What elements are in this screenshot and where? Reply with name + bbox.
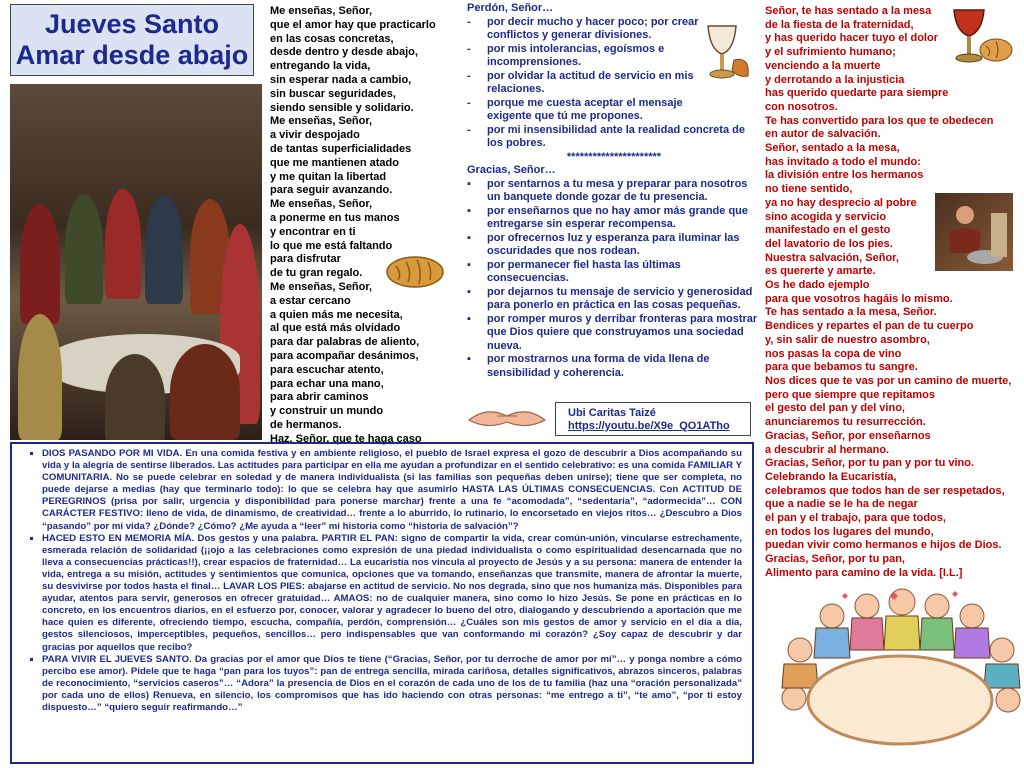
reflection-list <box>18 448 742 714</box>
gracias-item: ▪ por permanecer fiel hasta las últimas consecuencias. <box>467 258 681 284</box>
prayer-text: Señor, te has sentado a la mesa de la fiesta de la fraternidad, y has querido hacer tuyo el dolor y el sufrimiento humano; venciendo a la muerte y derrotando a la injusticia has querido quedarte para siempre con nosotros. Te has convertido para los que te obedecen en autor de salvación. Señor, sentado a la mesa, has invitado a todo el mundo: la división entre los hermanos no tiene sentido, ya no hay desprecio al pobre sino acogida y servicio manifestado en el gesto del lavatorio de los pies. Nuestra salvación, Señor, es quererte y amarte. Os he dado ejemplo para que vosotros hagáis lo mismo. Te has sentado a la mesa, Señor. Bendices y repartes el pan de tu cuerpo y, sin salir de nuestro asombro, nos pasas la copa de vino para que bebamos tu sangre. Nos dices que te vas por un camino de muerte, pero que siempre que repitamos el gesto del pan y del vino, anunciaremos tu resurrección. Gracias, Señor, por enseñarnos a descubrir al hermano. Gracias, Señor, por tu pan y por tu vino. Celebrando la Eucaristía, celebramos que todos han de ser respetados, que a nadie se le ha de negar el pan y el trabajo, para que todos, en todos los lugares del mundo, puedan vivir como hermanos e hijos de Dios. Gracias, Señor, por tu pan, Alimento para camino de la vida. [I.L.] <box>765 5 1012 579</box>
chalice-icon <box>700 20 756 86</box>
cup-and-bread-icon <box>950 4 1014 68</box>
ubi-caritas-label: Ubi Caritas Taizé <box>568 407 656 419</box>
reflection-item: ▪ HACED ESTO EN MEMORIA MÍA. Dos gestos y una palabra. PARTIR EL PAN: signo de compartir la vida, crear común-unión, vincularse estrechamente, esmerada relación de solidaridad (¡¡ojo a las celebraciones como expresión de una piedad individualista o como espiritualidad desencarnada que no lleva a consecuencias prácticas!!), crear espacios de fraternidad… La eucaristía nos vincula al proyecto de Jesús y a su persona: manera de entender la vida, entrega a su misión, actitudes y sentimientos que comunica, opciones que va tomando, enseñanzas que transmite, manera de afrontar la muerte, su desvivirse por todos hasta el final… LAVAR LOS PIES: abajarse en actitud de servicio. No nos degrada, sino que nos humaniza más. Disponibles para ayudar, atentos para servir, generosos en ofrecer gratuidad… AMAOS: no de cualquier manera, sino como lo hizo Jesús. Se pone en prácticas en lo concreto, en los encuentros diarios, en el esfuerzo por, conocer, valorar y agradecer lo bueno del otro, dialogando y descubriendo a aportación que me hace quien es diferente, ofreciendo tiempo, escucha, compañía, perdón, comprensión… ¿Cuáles son mis gestos de amor y servicio en el día a día, gestos silenciosos, imperceptibles, pequeños, sencillos… pero indispensables que van conformando mi corazón? ¿Soy capaz de descubrir y dar gracias por aquellos que recibo? <box>42 533 742 654</box>
last-supper-cartoon <box>772 588 1022 766</box>
gracias-list <box>467 178 761 381</box>
gracias-item: ▪ por romper muros y derribar fronteras para mostrar que Dios quiere que construyamos una sociedad nueva. <box>467 312 758 352</box>
foot-washing-image <box>935 193 1013 271</box>
bread-icon <box>384 248 446 292</box>
handshake-icon <box>467 400 547 434</box>
gracias-item: ▪ por mostrarnos una forma de vida llena de sensibilidad y coherencia. <box>467 353 710 379</box>
ubi-caritas-box <box>555 402 751 436</box>
reflection-item: ▪ PARA VIVIR EL JUEVES SANTO. Da gracias por el amor que Dios te tiene (“Gracias, Señor, por tu derroche de amor por mí”… y ponga nombre a cómo percibo ese amor). Pídele que te haga “pan para los tuyos”: pan de entrega sencilla, mirada cariñosa, detalles significativos, abrazos sinceros, palabras de reconocimiento, “servicios caseros”… “Adora” la presencia de Dios en el corazón de cada uno de los de tu familia (haz una “oración personalizada” por cada uno de ellos) Renueva, en silencio, los compromisos que has ido haciendo con otras personas: “me entrego a ti”, “te amo”, “por ti estoy dispuesto…” “quiero seguir reafirmando…” <box>42 654 742 714</box>
page-title-line2: Amar desde abajo <box>15 40 249 70</box>
last-supper-painting <box>10 84 262 440</box>
gracias-item: ▪ por dejarnos tu mensaje de servicio y generosidad para ponerlo en práctica en las cosas pequeñas. <box>467 285 753 311</box>
gracias-heading: Gracias, Señor… <box>467 164 556 176</box>
perdon-heading: Perdón, Señor… <box>467 2 554 14</box>
perdon-item: - por decir mucho y hacer poco; por crear conflictos y generar divisiones. <box>467 15 699 41</box>
title-box <box>10 4 254 76</box>
reflection-box <box>10 442 754 764</box>
perdon-item: - por mis intolerancias, egoísmos e incomprensiones. <box>467 42 665 68</box>
gracias-item: ▪ por ofrecernos luz y esperanza para iluminar las oscuridades que nos rodean. <box>467 231 740 257</box>
perdon-item: - porque me cuesta aceptar el mensaje exigente que tú me propones. <box>467 96 683 122</box>
perdon-item: - por mi insensibilidad ante la realidad concreta de los pobres. <box>467 123 745 149</box>
gracias-item: ▪ por enseñarnos que no hay amor más grande que entregarse sin esperar recompensa. <box>467 204 749 230</box>
poem-text: Me enseñas, Señor, que el amor hay que practicarlo en las cosas concretas, desde dentro y desde abajo, entregando la vida, sin esperar nada a cambio, sin buscar seguridades, siendo sensible y solidario. Me enseñas, Señor, a vivir despojado de tantas superficialidades que me mantienen atado y me quitan la libertad para seguir avanzando. Me enseñas, Señor, a ponerme en tus manos y encontrar en ti lo que me está faltando para disfrutar de tu gran regalo. Me enseñas, Señor, a estar cercano a quien más me necesita, al que está más olvidado para dar palabras de aliento, para acompañar desánimos, para escuchar atento, para echar una mano, para abrir caminos y construir un mundo de hermanos. Haz, Señor, que te haga caso <box>270 5 436 445</box>
page-title-line1: Jueves Santo <box>44 9 220 39</box>
separator: ********************** <box>566 150 662 163</box>
reflection-item: ▪ DIOS PASANDO POR MI VIDA. En una comida festiva y en ambiente religioso, el pueblo de Israel expresa el gozo de descubrir a Dios acompañando su vida y la alegría de sentirse liberados. Las actitudes para participar en ella me ayudan a profundizar en el sentido celebrativo: es una comida FAMILIAR Y COMUNITARIA. No se puede celebrar en soledad y de manera individualista (si las familias son pequeñas deben unirse); tiene que ser completa, no puede dejarse a medias (hay que terminarlo todo): lo que se celebra hay que asumirlo HASTA LAS ÚLTIMAS CONSECUENCIAS. Con ACTITUD DE PEREGRINOS (prisa por salir, urgencia y disponibilidad para ponerse marchar) frente a una fe “acomodada”, “sedentaria”, “adormecida”… CON CARÁCTER FESTIVO: lleno de vida, de dinamismo, de creatividad… frente a lo aburrido, lo rutinario, lo encorsetado en viejos ritos… ¿Descubro a Dios “pasando” por mi vida? ¿Dónde? ¿Cómo? ¿Me ayuda a “leer” mi historia como “historia de salvación”? <box>42 448 742 533</box>
gracias-item: ▪ por sentarnos a tu mesa y preparar para nosotros un banquete donde gozar de tu presencia. <box>467 177 748 203</box>
perdon-item: - por olvidar la actitud de servicio en mis relaciones. <box>467 69 694 95</box>
ubi-caritas-link[interactable]: https://youtu.be/X9e_QO1ATho <box>568 420 730 432</box>
